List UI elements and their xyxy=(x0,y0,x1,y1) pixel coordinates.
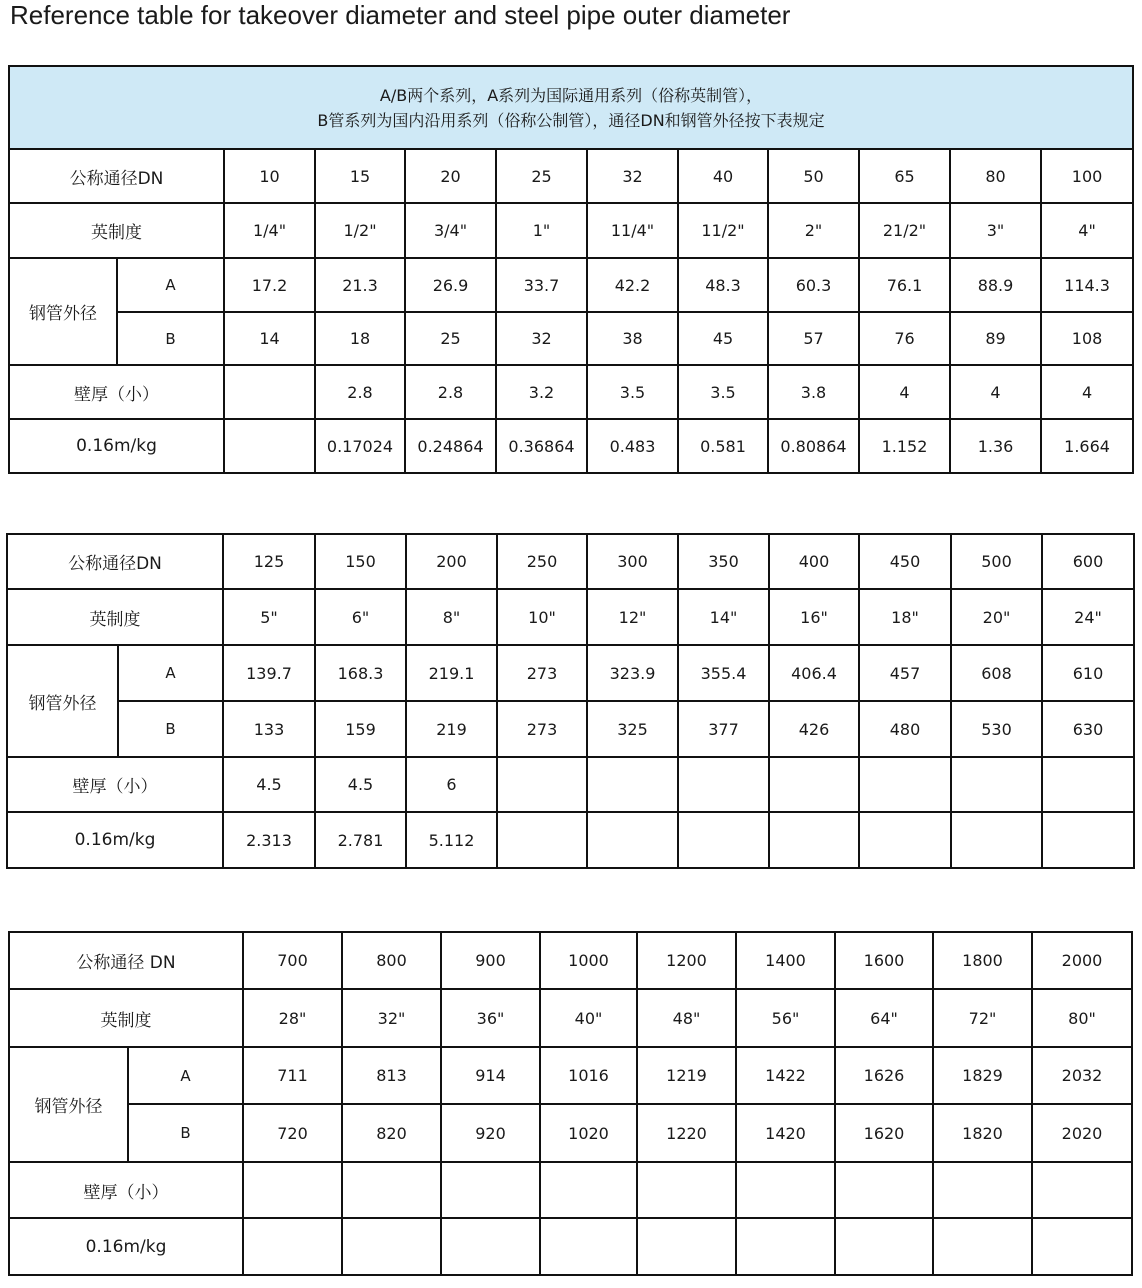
table-cell: 11/2" xyxy=(678,203,768,258)
table-cell: 0.80864 xyxy=(768,419,859,473)
table-cell: 3.5 xyxy=(587,365,678,419)
table-cell: 42.2 xyxy=(587,258,678,312)
table-cell: 20" xyxy=(951,589,1042,645)
table-cell: 0.581 xyxy=(678,419,768,473)
table-cell: 273 xyxy=(497,701,587,757)
table-cell: 1800 xyxy=(933,932,1032,989)
weight-label: 0.16m/kg xyxy=(9,1218,243,1275)
table-cell: 500 xyxy=(951,534,1042,589)
table-cell: 1/4" xyxy=(224,203,315,258)
table-cell: 1420 xyxy=(736,1104,835,1162)
table-cell: 608 xyxy=(951,645,1042,701)
table-cell: 33.7 xyxy=(496,258,587,312)
table-cell: 2.8 xyxy=(405,365,496,419)
table-cell: 48" xyxy=(637,989,736,1047)
dn-row xyxy=(9,149,1133,203)
table-cell: 400 xyxy=(769,534,859,589)
table-cell: 1016 xyxy=(540,1047,637,1104)
table-cell xyxy=(859,812,951,868)
series-b-label: B xyxy=(118,701,223,757)
table-cell: 89 xyxy=(950,312,1041,365)
table-cell: 1626 xyxy=(835,1047,933,1104)
imperial-row xyxy=(9,989,1132,1047)
table-cell xyxy=(587,812,678,868)
series-b-label: B xyxy=(128,1104,243,1162)
table-cell: 12" xyxy=(587,589,678,645)
imperial-size-label: 英制度 xyxy=(7,589,223,645)
table-cell: 1220 xyxy=(637,1104,736,1162)
table-cell: 21/2" xyxy=(859,203,950,258)
table-cell: 273 xyxy=(497,645,587,701)
table-cell: 40 xyxy=(678,149,768,203)
table-cell: 4 xyxy=(950,365,1041,419)
table-cell: 48.3 xyxy=(678,258,768,312)
table-cell: 32 xyxy=(587,149,678,203)
dn-row xyxy=(7,534,1134,589)
od-a-row xyxy=(9,1047,1132,1104)
weight-label: 0.16m/kg xyxy=(7,812,223,868)
table-cell: 28" xyxy=(243,989,342,1047)
table-cell: 355.4 xyxy=(678,645,769,701)
od-a-row xyxy=(7,645,1134,701)
table-cell xyxy=(1042,812,1134,868)
table-cell: 323.9 xyxy=(587,645,678,701)
table-cell xyxy=(769,812,859,868)
table-cell: 630 xyxy=(1042,701,1134,757)
table-cell: 3.2 xyxy=(496,365,587,419)
table-cell: 4" xyxy=(1041,203,1133,258)
table-cell xyxy=(243,1162,342,1218)
table-cell: 900 xyxy=(441,932,540,989)
table-cell: 72" xyxy=(933,989,1032,1047)
weight-label: 0.16m/kg xyxy=(9,419,224,473)
table-cell: 610 xyxy=(1042,645,1134,701)
table-cell: 18" xyxy=(859,589,951,645)
table-cell: 18 xyxy=(315,312,405,365)
table-cell: 0.36864 xyxy=(496,419,587,473)
series-note-line-2: B管系列为国内沿用系列（俗称公制管），通径DN和钢管外径按下表规定 xyxy=(317,110,825,130)
table-cell: 377 xyxy=(678,701,769,757)
table-cell: 14" xyxy=(678,589,769,645)
dn-od-table-2 xyxy=(6,533,1135,869)
table-cell: 1200 xyxy=(637,932,736,989)
weight-row xyxy=(9,1218,1132,1275)
series-note-line-1: A/B两个系列，A系列为国际通用系列（俗称英制管）， xyxy=(379,85,763,105)
table-cell: 56" xyxy=(736,989,835,1047)
table-cell: 1620 xyxy=(835,1104,933,1162)
table-cell: 20 xyxy=(405,149,496,203)
table-cell: 0.24864 xyxy=(405,419,496,473)
wall-thickness-row xyxy=(9,365,1133,419)
table-cell xyxy=(540,1162,637,1218)
table-cell: 159 xyxy=(315,701,406,757)
table-cell: 10" xyxy=(497,589,587,645)
table-cell: 25 xyxy=(405,312,496,365)
od-b-row xyxy=(9,1104,1132,1162)
table-cell: 600 xyxy=(1042,534,1134,589)
table-cell xyxy=(441,1162,540,1218)
table-cell: 57 xyxy=(768,312,859,365)
table-cell: 65 xyxy=(859,149,950,203)
wall-thickness-label: 壁厚（小） xyxy=(7,757,223,812)
steel-pipe-od-label: 钢管外径 xyxy=(7,645,118,757)
table-cell: 15 xyxy=(315,149,405,203)
table-cell xyxy=(736,1218,835,1275)
table-cell: 168.3 xyxy=(315,645,406,701)
table-cell xyxy=(637,1162,736,1218)
table-cell: 80" xyxy=(1032,989,1132,1047)
table-cell: 3" xyxy=(950,203,1041,258)
weight-row xyxy=(7,812,1134,868)
table-cell: 16" xyxy=(769,589,859,645)
table-cell: 50 xyxy=(768,149,859,203)
table-cell: 2" xyxy=(768,203,859,258)
table-cell: 139.7 xyxy=(223,645,315,701)
table-cell xyxy=(769,757,859,812)
table-cell xyxy=(342,1162,441,1218)
imperial-row xyxy=(7,589,1134,645)
table-cell: 108 xyxy=(1041,312,1133,365)
table-cell: 1.36 xyxy=(950,419,1041,473)
table-cell: 2.781 xyxy=(315,812,406,868)
table-cell: 1600 xyxy=(835,932,933,989)
table-cell: 40" xyxy=(540,989,637,1047)
table-cell: 3.8 xyxy=(768,365,859,419)
table-cell: 250 xyxy=(497,534,587,589)
weight-row xyxy=(9,419,1133,473)
table-cell: 21.3 xyxy=(315,258,405,312)
od-a-row xyxy=(9,258,1133,312)
table-cell: 0.483 xyxy=(587,419,678,473)
table-cell: 300 xyxy=(587,534,678,589)
table-cell: 10 xyxy=(224,149,315,203)
table-cell xyxy=(859,757,951,812)
table-cell: 24" xyxy=(1042,589,1134,645)
table-cell: 2.8 xyxy=(315,365,405,419)
table-cell: 36" xyxy=(441,989,540,1047)
table-cell: 125 xyxy=(223,534,315,589)
steel-pipe-od-label: 钢管外径 xyxy=(9,1047,128,1162)
table-cell: 76 xyxy=(859,312,950,365)
wall-thickness-label: 壁厚（小） xyxy=(9,1162,243,1218)
table-cell: 920 xyxy=(441,1104,540,1162)
table-cell xyxy=(587,757,678,812)
table-cell xyxy=(224,419,315,473)
table-cell: 17.2 xyxy=(224,258,315,312)
table-cell: 450 xyxy=(859,534,951,589)
table-cell: 1000 xyxy=(540,932,637,989)
table-cell: 6" xyxy=(315,589,406,645)
series-a-label: A xyxy=(128,1047,243,1104)
table-cell: 820 xyxy=(342,1104,441,1162)
series-b-label: B xyxy=(117,312,224,365)
table-cell: 45 xyxy=(678,312,768,365)
table-cell xyxy=(951,757,1042,812)
table-cell xyxy=(637,1218,736,1275)
table-cell: 60.3 xyxy=(768,258,859,312)
nominal-diameter-label: 公称通径DN xyxy=(9,149,224,203)
table-cell xyxy=(678,757,769,812)
table-cell: 4.5 xyxy=(315,757,406,812)
table-cell: 5" xyxy=(223,589,315,645)
imperial-size-label: 英制度 xyxy=(9,989,243,1047)
table-cell: 5.112 xyxy=(406,812,497,868)
table-cell xyxy=(243,1218,342,1275)
table-cell xyxy=(1032,1218,1132,1275)
table-cell xyxy=(497,757,587,812)
table-cell: 100 xyxy=(1041,149,1133,203)
table-cell: 3.5 xyxy=(678,365,768,419)
table-cell: 2032 xyxy=(1032,1047,1132,1104)
wall-thickness-row xyxy=(9,1162,1132,1218)
table-cell xyxy=(1032,1162,1132,1218)
table-cell xyxy=(540,1218,637,1275)
table-cell xyxy=(497,812,587,868)
table-cell: 457 xyxy=(859,645,951,701)
table-cell: 0.17024 xyxy=(315,419,405,473)
table-cell: 530 xyxy=(951,701,1042,757)
table-cell xyxy=(933,1162,1032,1218)
table-cell: 38 xyxy=(587,312,678,365)
table-cell: 426 xyxy=(769,701,859,757)
table-cell: 133 xyxy=(223,701,315,757)
table-cell: 1.664 xyxy=(1041,419,1133,473)
table-cell: 711 xyxy=(243,1047,342,1104)
table-cell xyxy=(678,812,769,868)
table-cell: 88.9 xyxy=(950,258,1041,312)
od-b-row xyxy=(7,701,1134,757)
table-cell: 200 xyxy=(406,534,497,589)
table-cell: 406.4 xyxy=(769,645,859,701)
table-cell: 480 xyxy=(859,701,951,757)
table-cell xyxy=(342,1218,441,1275)
table-cell xyxy=(441,1218,540,1275)
nominal-diameter-label: 公称通径DN xyxy=(7,534,223,589)
table-cell: 76.1 xyxy=(859,258,950,312)
table-cell: 813 xyxy=(342,1047,441,1104)
table-cell: 2020 xyxy=(1032,1104,1132,1162)
series-a-label: A xyxy=(117,258,224,312)
table-cell xyxy=(835,1218,933,1275)
table-cell xyxy=(951,812,1042,868)
wall-thickness-row xyxy=(7,757,1134,812)
table-cell: 114.3 xyxy=(1041,258,1133,312)
table-cell: 325 xyxy=(587,701,678,757)
table-cell: 4 xyxy=(1041,365,1133,419)
page-title: Reference table for takeover diameter and steel pipe outer diameter xyxy=(10,0,791,30)
table-cell: 1219 xyxy=(637,1047,736,1104)
table-cell: 4 xyxy=(859,365,950,419)
od-b-row xyxy=(9,312,1133,365)
table-cell: 6 xyxy=(406,757,497,812)
table-cell: 1400 xyxy=(736,932,835,989)
table-cell: 219 xyxy=(406,701,497,757)
series-a-label: A xyxy=(118,645,223,701)
wall-thickness-label: 壁厚（小） xyxy=(9,365,224,419)
table-cell: 80 xyxy=(950,149,1041,203)
table-cell: 64" xyxy=(835,989,933,1047)
table-cell: 2.313 xyxy=(223,812,315,868)
table-cell: 1820 xyxy=(933,1104,1032,1162)
table-cell: 914 xyxy=(441,1047,540,1104)
table-cell: 3/4" xyxy=(405,203,496,258)
table-cell xyxy=(736,1162,835,1218)
dn-od-table-3 xyxy=(8,931,1133,1276)
table-cell: 2000 xyxy=(1032,932,1132,989)
table-cell: 1020 xyxy=(540,1104,637,1162)
table-cell xyxy=(1042,757,1134,812)
table-cell: 1" xyxy=(496,203,587,258)
table-cell: 25 xyxy=(496,149,587,203)
table-cell: 1/2" xyxy=(315,203,405,258)
table-cell: 700 xyxy=(243,932,342,989)
table-cell: 32 xyxy=(496,312,587,365)
table-cell: 720 xyxy=(243,1104,342,1162)
table-cell: 11/4" xyxy=(587,203,678,258)
table-cell: 219.1 xyxy=(406,645,497,701)
table-cell xyxy=(933,1218,1032,1275)
steel-pipe-od-label: 钢管外径 xyxy=(9,258,117,365)
table-cell: 150 xyxy=(315,534,406,589)
table-cell: 32" xyxy=(342,989,441,1047)
nominal-diameter-label: 公称通径 DN xyxy=(9,932,243,989)
table-cell: 14 xyxy=(224,312,315,365)
table-cell: 1829 xyxy=(933,1047,1032,1104)
dn-od-table-1 xyxy=(8,65,1134,474)
series-note xyxy=(9,66,1133,149)
dn-row xyxy=(9,932,1132,989)
table-cell: 1.152 xyxy=(859,419,950,473)
table-cell xyxy=(224,365,315,419)
table-cell: 350 xyxy=(678,534,769,589)
imperial-size-label: 英制度 xyxy=(9,203,224,258)
table-cell: 1422 xyxy=(736,1047,835,1104)
table-cell xyxy=(835,1162,933,1218)
table-cell: 26.9 xyxy=(405,258,496,312)
table-cell: 8" xyxy=(406,589,497,645)
table-cell: 800 xyxy=(342,932,441,989)
imperial-row xyxy=(9,203,1133,258)
table-cell: 4.5 xyxy=(223,757,315,812)
